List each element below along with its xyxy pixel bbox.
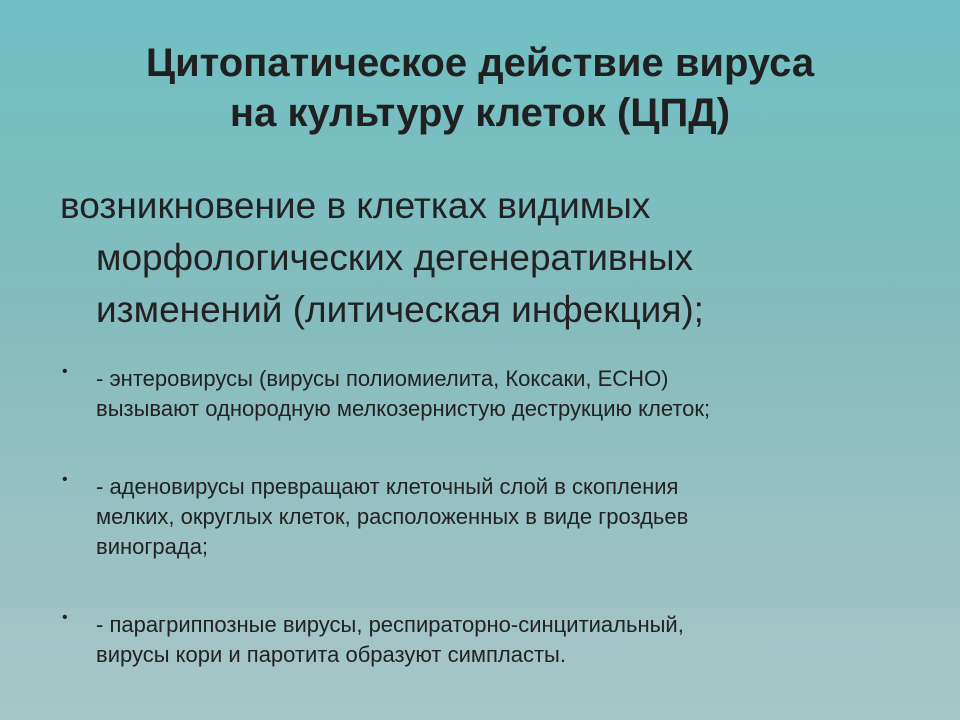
lead-paragraph <box>60 180 956 336</box>
bullet-text <box>96 364 922 424</box>
bullet-line: винограда; <box>96 534 209 559</box>
bullet-item-adenoviruses <box>62 472 922 562</box>
bullet-line: - парагриппозные вирусы, респираторно-синцитиальный, <box>96 612 684 637</box>
bullet-line: - энтеровирусы (вирусы полиомиелита, Коксаки, ЕСНО) <box>96 366 669 391</box>
bullet-line: мелких, округлых клеток, расположенных в виде гроздьев <box>96 504 689 529</box>
bullet-line: вызывают однородную мелкозернистую деструкцию клеток; <box>96 396 711 421</box>
slide-title <box>0 38 960 138</box>
lead-line: возникновение в клетках видимых <box>60 185 651 226</box>
bullet-line: вирусы кори и паротита образуют симпласты. <box>96 642 566 667</box>
bullet-list <box>62 364 922 670</box>
bullet-line: - аденовирусы превращают клеточный слой в скопления <box>96 474 679 499</box>
slide-title-line: Цитопатическое действие вируса <box>145 41 815 85</box>
bullet-dot-icon: • <box>62 609 68 626</box>
bullet-text <box>96 472 922 562</box>
lead-line: морфологических дегенеративных <box>96 237 694 278</box>
lead-line: изменений (литическая инфекция); <box>96 289 704 330</box>
bullet-dot-icon: • <box>62 471 68 488</box>
slide-title-line: на культуру клеток (ЦПД) <box>229 91 731 135</box>
bullet-item-enteroviruses <box>62 364 922 424</box>
bullet-item-paramyxoviruses <box>62 610 922 670</box>
bullet-text <box>96 610 922 670</box>
bullet-dot-icon: • <box>62 363 68 380</box>
